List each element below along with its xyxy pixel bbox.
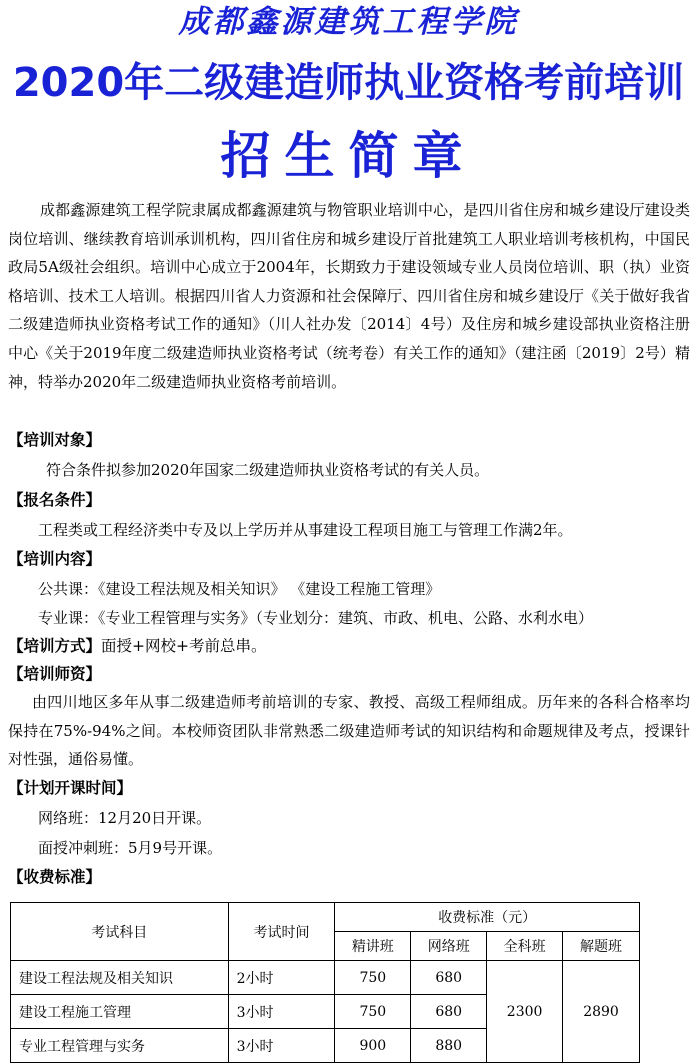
teachers-heading: 【培训师资】 [8,665,102,683]
method-row [8,632,267,660]
fee-table [10,902,640,1063]
content-major: 专业课：《专业工程管理与实务》（专业划分：建筑、市政、机电、公路、水利水电） [38,609,594,627]
target-text: 符合条件拟参加2020年国家二级建造师执业资格考试的有关人员。 [46,461,490,479]
col-time-header: 考试时间 [228,903,335,961]
requirement-heading: 【报名条件】 [8,491,102,509]
method-heading: 【培训方式】 [8,637,102,655]
page-subtitle: 招生简章 [220,127,477,185]
target-heading: 【培训对象】 [8,431,102,449]
col-quanke-header: 全科班 [487,932,563,961]
col-fee-header: 收费标准（元） [335,903,640,932]
col-subject-header: 考试科目 [11,903,229,961]
col-jieti-header: 解题班 [563,932,640,961]
jieti-fee: 2890 [563,961,640,1063]
page-title: 2020年二级建造师执业资格考前培训 [12,60,685,106]
schedule-heading: 【计划开课时间】 [8,779,133,797]
fees-heading: 【收费标准】 [8,868,102,886]
content-heading: 【培训内容】 [8,550,102,568]
col-jingjiang-header: 精讲班 [335,932,411,961]
row-time: 2小时 [228,961,335,995]
org-name: 成都鑫源建筑工程学院 [178,4,519,40]
row-subject: 建设工程法规及相关知识 [11,961,229,995]
teachers-text: 由四川地区多年从事二级建造师考前培训的专家、教授、高级工程师组成。历年来的各科合格率均保持在75%-94%之间。本校师资团队非常熟悉二级建造师考试的知识结构和命题规律及考点，授课针对性强，通俗易懂。 [8,693,690,769]
table-row [11,961,640,995]
row-jingjiang: 750 [335,995,411,1029]
row-jingjiang: 900 [335,1029,411,1063]
row-time: 3小时 [228,1029,335,1063]
intro-paragraph: 成都鑫源建筑工程学院隶属成都鑫源建筑与物管职业培训中心，是四川省住房和城乡建设厅建设类岗位培训、继续教育培训承训机构，四川省住房和城乡建设厅首批建筑工人职业培训考核机构，中国民政局5A级社会组织。培训中心成立于2004年，长期致力于建设领域专业人员岗位培训、职（执）业资格培训、技术工人培训。根据四川省人力资源和社会保障厅、四川省住房和城乡建设厅《关于做好我省二级建造师执业资格考试工作的通知》（川人社办发〔2014〕4号）及住房和城乡建设部执业资格注册中心《关于2019年度二级建造师执业资格考试（统考卷）有关工作的通知》（建注函〔2019〕2号）精神，特举办2020年二级建造师执业资格考前培训。 [8,201,690,391]
row-jingjiang: 750 [335,961,411,995]
row-time: 3小时 [228,995,335,1029]
row-wangluo: 880 [411,1029,487,1063]
col-wangluo-header: 网络班 [411,932,487,961]
method-text: 面授+网校+考前总串。 [101,637,267,655]
quanke-fee: 2300 [487,961,563,1063]
row-subject: 专业工程管理与实务 [11,1029,229,1063]
schedule-online: 网络班：12月20日开课。 [38,809,212,827]
requirement-text: 工程类或工程经济类中专及以上学历并从事建设工程项目施工与管理工作满2年。 [38,521,573,539]
row-wangluo: 680 [411,961,487,995]
row-wangluo: 680 [411,995,487,1029]
content-public: 公共课：《建设工程法规及相关知识》 《建设工程施工管理》 [38,580,441,598]
schedule-sprint: 面授冲刺班：5月9号开课。 [38,839,223,857]
row-subject: 建设工程施工管理 [11,995,229,1029]
